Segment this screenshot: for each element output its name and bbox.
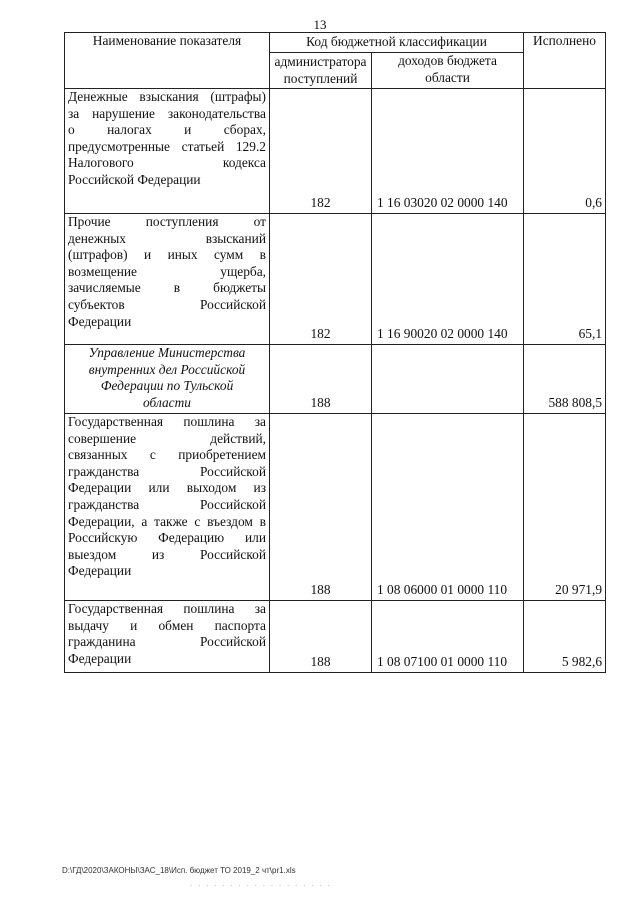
- header-income-code: доходов бюджета области: [372, 53, 524, 89]
- indicator-name-line: области: [143, 394, 191, 410]
- header-administrator: администратора поступлений: [270, 53, 372, 89]
- executed-value: 588 808,5: [524, 345, 606, 414]
- indicator-name-line: связанных с приобретением: [68, 447, 266, 463]
- file-path-footer: D:\ГД\2020\ЗАКОНЫ\ЗАС_18\Исп. бюджет ТО 2019_2 чт\pr1.xls: [62, 866, 296, 875]
- table-row: [65, 345, 606, 414]
- indicator-name-line: Прочие поступления от: [68, 214, 266, 229]
- indicator-name-line: Федерации: [68, 563, 132, 579]
- page-number: 13: [313, 17, 327, 32]
- table-row: [65, 214, 606, 345]
- administrator-code: 188: [270, 601, 372, 673]
- indicator-name-line: внутренних дел Российской: [88, 361, 246, 377]
- indicator-name-line: денежных взысканий: [68, 230, 266, 246]
- administrator-code: 182: [270, 89, 372, 214]
- indicator-name-line: гражданина Российской: [68, 634, 266, 650]
- income-code: [372, 345, 524, 414]
- indicator-name-line: Российскую Федерацию или: [68, 530, 266, 546]
- revenue-table: [64, 32, 606, 673]
- indicator-name-line: субъектов Российской: [68, 296, 266, 312]
- indicator-name-line: Российской Федерации: [68, 171, 201, 187]
- executed-value: 20 971,9: [524, 414, 606, 601]
- indicator-name: [65, 414, 270, 601]
- administrator-code: 188: [270, 414, 372, 601]
- indicator-name-line: гражданства Российской: [68, 496, 266, 512]
- indicator-name-line: Федерации или выходом из: [68, 480, 266, 496]
- indicator-name-line: зачисляемые в бюджеты: [68, 280, 266, 296]
- indicator-name-line: за нарушение законодательства: [68, 105, 266, 121]
- indicator-name-line: о налогах и сборах,: [68, 122, 266, 138]
- indicator-name-line: совершение действий,: [68, 430, 266, 446]
- indicator-name-line: Государственная пошлина за: [68, 414, 266, 429]
- income-code: 1 08 07100 01 0000 110: [372, 601, 524, 673]
- administrator-code: 188: [270, 345, 372, 414]
- indicator-name-line: Федерации, а также с въездом в: [68, 513, 266, 529]
- table-row: [65, 414, 606, 601]
- header-row-1: [65, 33, 606, 53]
- indicator-name-line: Федерации по Тульской: [100, 378, 234, 394]
- executed-value: 65,1: [524, 214, 606, 345]
- indicator-name-line: возмещение ущерба,: [68, 263, 266, 279]
- scan-artifact: · · · · · · · · · · · · · · · · · ·: [190, 882, 332, 890]
- indicator-name-line: выездом из Российской: [68, 546, 266, 562]
- income-code: 1 08 06000 01 0000 110: [372, 414, 524, 601]
- header-executed: Исполнено: [524, 33, 606, 89]
- executed-value: 0,6: [524, 89, 606, 214]
- indicator-name-line: (штрафов) и иных сумм в: [68, 247, 266, 263]
- executed-value: 5 982,6: [524, 601, 606, 673]
- indicator-name: [65, 345, 270, 414]
- table-row: [65, 89, 606, 214]
- indicator-name-line: выдачу и обмен паспорта: [68, 617, 266, 633]
- indicator-name-line: Налогового кодекса: [68, 155, 266, 171]
- table-row: [65, 601, 606, 673]
- indicator-name: [65, 89, 270, 214]
- header-indicator-name: Наименование показателя: [65, 33, 270, 89]
- indicator-name-line: предусмотренные статьей 129.2: [68, 138, 266, 154]
- income-code: 1 16 90020 02 0000 140: [372, 214, 524, 345]
- income-code: 1 16 03020 02 0000 140: [372, 89, 524, 214]
- indicator-name-line: Денежные взыскания (штрафы): [68, 89, 266, 104]
- indicator-name-line: Управление Министерства: [88, 345, 246, 360]
- indicator-name: [65, 214, 270, 345]
- administrator-code: 182: [270, 214, 372, 345]
- indicator-name-line: Федерации: [68, 313, 132, 329]
- indicator-name: [65, 601, 270, 673]
- indicator-name-line: гражданства Российской: [68, 463, 266, 479]
- indicator-name-line: Федерации: [68, 650, 132, 666]
- header-budget-code: Код бюджетной классификации: [270, 33, 524, 53]
- indicator-name-line: Государственная пошлина за: [68, 601, 266, 616]
